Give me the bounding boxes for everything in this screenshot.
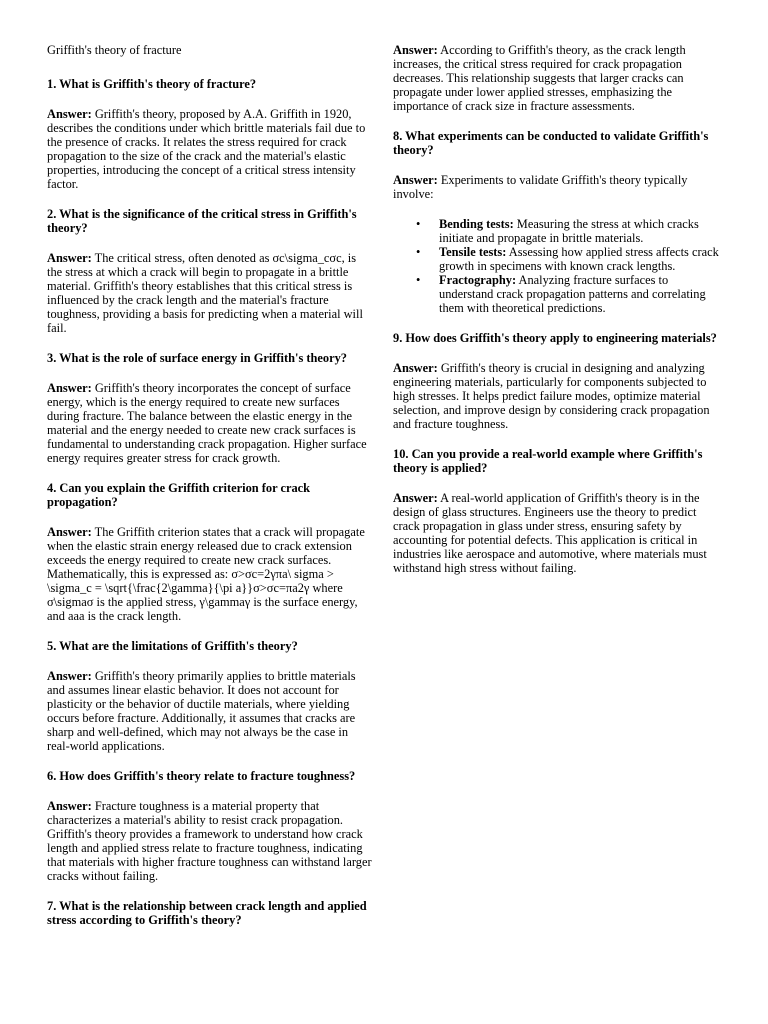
list-item-label: Fractography: <box>439 273 517 287</box>
list-item <box>416 273 721 315</box>
right-column <box>393 43 721 591</box>
question-1: 1. What is Griffith's theory of fracture? <box>47 77 257 91</box>
answer-label: Answer: <box>393 491 438 505</box>
question-7: 7. What is the relationship between crack length and applied stress according to Griffith's theory? <box>47 899 367 927</box>
answer-text: Griffith's theory is crucial in designing and analyzing engineering materials, particularly for components subjected to high stresses. It helps predict failure modes, optimize material selection, and improve design by considering crack propagation and fracture toughness. <box>393 361 710 431</box>
answer-2 <box>47 251 373 335</box>
answer-text: The critical stress, often denoted as σc\sigma_cσc, is the stress at which a crack will begin to propagate in a brittle material. Griffith's theory establishes that this critical stress is influenced by the crack length and the material's fracture toughness, providing a basis for predicting when a material will fail. <box>47 251 363 335</box>
answer-text: Griffith's theory primarily applies to brittle materials and assumes linear elastic behavior. It does not account for plasticity or the behavior of ductile materials, where yielding occurs before fracture. Additionally, it assumes that cracks are sharp and well-defined, which may not always be the case in real-world applications. <box>47 669 356 753</box>
question-8: 8. What experiments can be conducted to validate Griffith's theory? <box>393 129 709 157</box>
answer-8 <box>393 173 721 201</box>
answer-7 <box>393 43 721 113</box>
list-item <box>416 245 721 273</box>
bullet-icon: • <box>416 245 421 259</box>
question-10: 10. Can you provide a real-world example where Griffith's theory is applied? <box>393 447 703 475</box>
list-item-label: Tensile tests: <box>439 245 507 259</box>
answer-text: Griffith's theory incorporates the concept of surface energy, which is the energy required to create new surfaces during fracture. The balance between the elastic energy in the material and the energy needed to create new crack surfaces is fundamental to understanding crack propagation. Higher surface energy requires greater stress for crack growth. <box>47 381 367 465</box>
answer-label: Answer: <box>47 669 92 683</box>
answer-text: Fracture toughness is a material property that characterizes a material's ability to resist crack propagation. Griffith's theory provides a framework to understand how crack length and applied stress relate to fracture toughness, indicating that materials with higher fracture toughness can withstand larger cracks without failing. <box>47 799 372 883</box>
answer-10 <box>393 491 721 575</box>
list-item-text: Analyzing fracture surfaces to understand crack propagation patterns and correlating them with theoretical predictions. <box>439 273 706 315</box>
answer-label: Answer: <box>393 43 438 57</box>
list-item-label: Bending tests: <box>439 217 514 231</box>
question-4: 4. Can you explain the Griffith criterion for crack propagation? <box>47 481 311 509</box>
answer-4 <box>47 525 373 623</box>
answer-1 <box>47 107 373 191</box>
question-5: 5. What are the limitations of Griffith's theory? <box>47 639 298 653</box>
bullet-icon: • <box>416 273 421 287</box>
list-item-text: Assessing how applied stress affects crack growth in specimens with known crack lengths. <box>439 245 719 273</box>
answer-label: Answer: <box>47 251 92 265</box>
answer-text: The Griffith criterion states that a crack will propagate when the elastic strain energy released due to crack extension exceeds the energy required to create new crack surfaces. Mathematically, this is expressed as: σ>σc=2γπa\ sigma > \sigma_c = \sqrt{\frac{2\gamma}{\pi a}}σ>σc=πa2γ where σ\sigmaσ is the applied stress, γ\gammaγ is the surface energy, and aaa is the crack length. <box>47 525 365 623</box>
question-9: 9. How does Griffith's theory apply to engineering materials? <box>393 331 717 345</box>
answer-label: Answer: <box>47 525 92 539</box>
question-6: 6. How does Griffith's theory relate to fracture toughness? <box>47 769 356 783</box>
list-item <box>416 217 721 245</box>
answer-label: Answer: <box>393 361 438 375</box>
answer-9 <box>393 361 721 431</box>
answer-text: Experiments to validate Griffith's theory typically involve: <box>393 173 688 201</box>
question-2: 2. What is the significance of the critical stress in Griffith's theory? <box>47 207 357 235</box>
document-title: Griffith's theory of fracture <box>47 43 182 57</box>
bullet-icon: • <box>416 217 421 231</box>
answer-label: Answer: <box>47 799 92 813</box>
answer-3 <box>47 381 373 465</box>
answer-label: Answer: <box>47 381 92 395</box>
answer-5 <box>47 669 373 753</box>
list-item-text: Measuring the stress at which cracks initiate and propagate in brittle materials. <box>439 217 699 245</box>
answer-6 <box>47 799 373 883</box>
answer-text: According to Griffith's theory, as the crack length increases, the critical stress required for crack propagation decreases. This relationship suggests that larger cracks can propagate under lower applied stresses, emphasizing the importance of crack size in fracture assessments. <box>393 43 686 113</box>
answer-text: A real-world application of Griffith's theory is in the design of glass structures. Engineers use the theory to predict crack propagation in glass under stress, ensuring safety by accounting for potential defects. This application is critical in industries like aerospace and automotive, where materials must withstand high stress without failing. <box>393 491 707 575</box>
answer-label: Answer: <box>47 107 92 121</box>
question-3: 3. What is the role of surface energy in Griffith's theory? <box>47 351 347 365</box>
experiment-list <box>393 217 721 315</box>
left-column <box>47 43 373 943</box>
answer-text: Griffith's theory, proposed by A.A. Griffith in 1920, describes the conditions under which brittle materials fail due to the presence of cracks. It relates the stress required for crack propagation to the size of the crack and the material's elastic properties, introducing the concept of a critical stress intensity factor. <box>47 107 366 191</box>
answer-label: Answer: <box>393 173 438 187</box>
